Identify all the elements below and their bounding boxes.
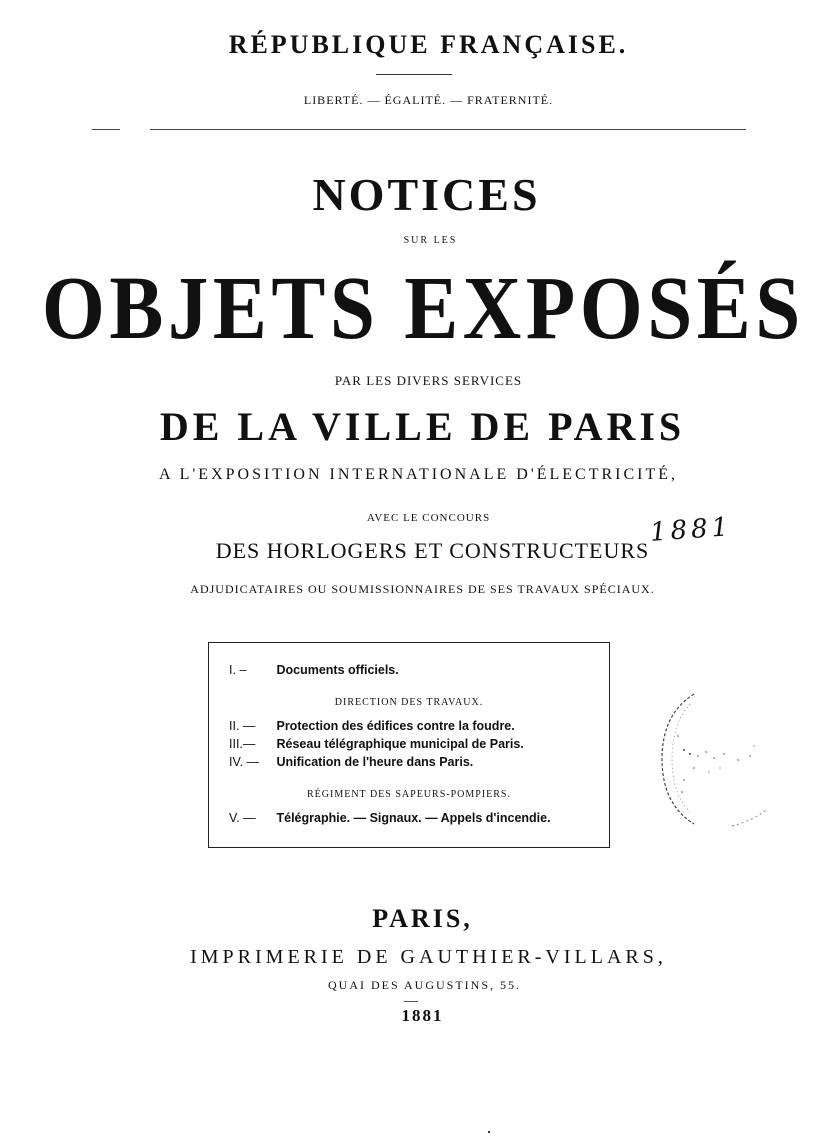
handwritten-year: 1881: [649, 512, 734, 548]
entry-number: IV. —: [229, 755, 260, 769]
entry-title: Réseau télégraphique municipal de Paris.: [276, 737, 524, 751]
imprint-city: PARIS,: [372, 904, 473, 933]
contents-entry: [229, 719, 515, 733]
title-notices: NOTICES: [312, 169, 541, 220]
title-par-les: PAR LES DIVERS SERVICES: [334, 373, 523, 388]
entry-number: V. —: [229, 811, 256, 825]
header-rule-stub: [92, 129, 120, 130]
header-short-rule: [376, 74, 452, 75]
entry-number: III.—: [229, 737, 256, 751]
imprint-rule: [404, 1001, 418, 1002]
section-direction-des-travaux: DIRECTION DES TRAVAUX.: [334, 697, 484, 708]
title-ville-de-paris: DE LA VILLE DE PARIS: [159, 404, 686, 449]
title-horlogers: DES HORLOGERS ET CONSTRUCTEURS: [215, 538, 650, 563]
header-republique: RÉPUBLIQUE FRANÇAISE.: [228, 30, 629, 59]
entry-title: Unification de l'heure dans Paris.: [276, 755, 474, 769]
imprint-year: 1881: [401, 1006, 444, 1025]
title-objets-exposes: OBJETS EXPOSÉS: [41, 259, 805, 358]
title-avec-le-concours: AVEC LE CONCOURS: [366, 512, 491, 524]
page-speck: [488, 1131, 490, 1133]
library-stamp-icon: [654, 684, 774, 834]
title-sur-les: SUR LES: [403, 235, 458, 246]
header-devise: LIBERTÉ. — ÉGALITÉ. — FRATERNITÉ.: [303, 93, 554, 107]
header-long-rule: [150, 129, 746, 130]
imprint-printer: IMPRIMERIE DE GAUTHIER-VILLARS,: [190, 946, 667, 968]
entry-title: Télégraphie. — Signaux. — Appels d'incendie.: [276, 811, 551, 825]
entry-title: Protection des édifices contre la foudre.: [276, 719, 515, 733]
imprint-address: QUAI DES AUGUSTINS, 55.: [327, 978, 521, 992]
contents-entry: [229, 663, 399, 677]
contents-box: [208, 642, 610, 848]
title-exposition: A L'EXPOSITION INTERNATIONALE D'ÉLECTRICITÉ,: [158, 466, 679, 483]
entry-number: II. —: [229, 719, 256, 733]
contents-entry: [229, 811, 551, 825]
entry-number: I. –: [229, 663, 247, 677]
section-regiment-sapeurs-pompiers: RÉGIMENT DES SAPEURS-POMPIERS.: [306, 789, 511, 800]
entry-title: Documents officiels.: [276, 663, 399, 677]
contents-entry: [229, 755, 473, 769]
title-adjudicataires: ADJUDICATAIRES OU SOUMISSIONNAIRES DE SES TRAVAUX SPÉCIAUX.: [190, 582, 655, 596]
contents-entry: [229, 737, 524, 751]
